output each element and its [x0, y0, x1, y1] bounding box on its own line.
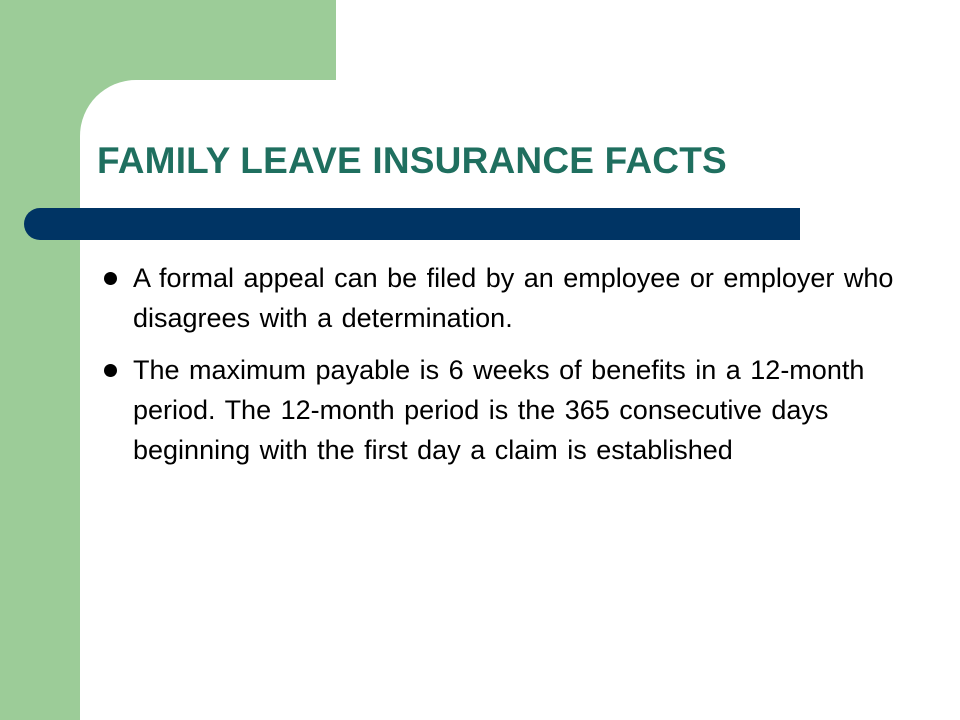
slide-title: FAMILY LEAVE INSURANCE FACTS — [97, 140, 727, 181]
bullet-text: The maximum payable is 6 weeks of benefits in a 12-month period. The 12-month period is the 365 consecutive days beginning with the first day a claim is established — [133, 355, 865, 465]
bullet-dot-icon — [104, 272, 117, 285]
bullet-dot-icon — [104, 364, 117, 377]
bullet-text: A formal appeal can be filed by an employee or employer who disagrees with a determination. — [133, 263, 894, 333]
bullet-list — [100, 258, 900, 482]
title-underline-bar — [24, 208, 800, 240]
bullet-item — [100, 350, 900, 470]
bullet-item — [100, 258, 900, 338]
